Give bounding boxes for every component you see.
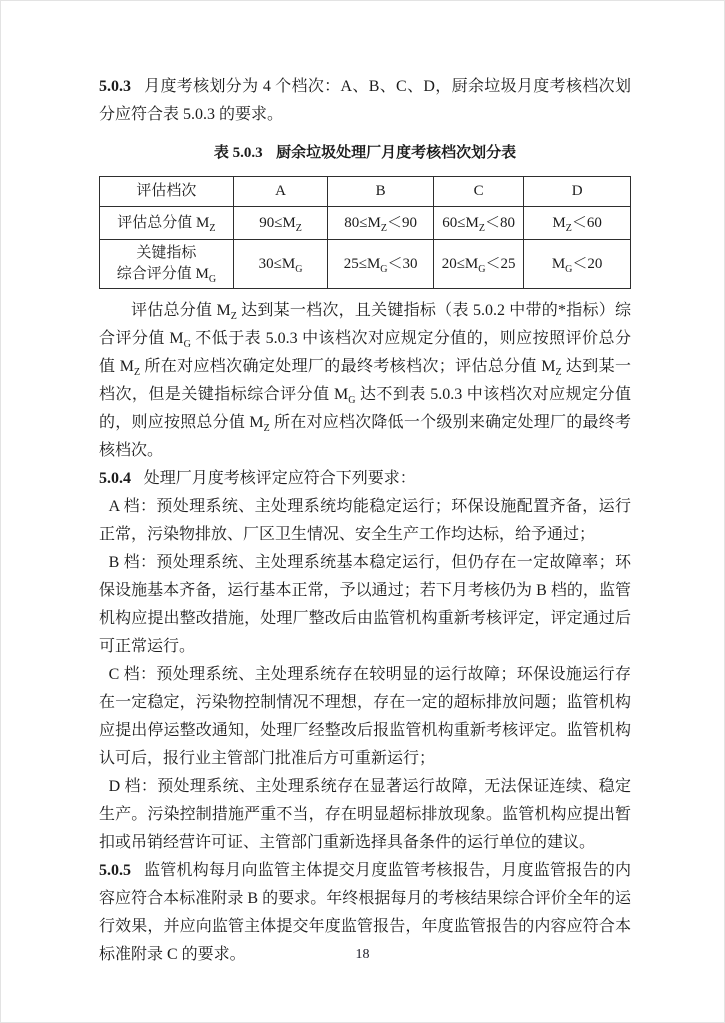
- grade-a-paragraph: A 档：预处理系统、主处理系统均能稳定运行；环保设施配置齐备，运行正常，污染物排放、厂区卫生情况、安全生产工作均达标，给予通过；: [99, 498, 631, 543]
- section-5-0-3-paragraph: [99, 73, 631, 129]
- grade-c-paragraph: C 档：预处理系统、主处理系统存在较明显的运行故障；环保设施运行存在一定稳定，污染物控制情况不理想，存在一定的超标排放问题；监管机构应提出停运整改通知，处理厂经整改后报监管机构重新考核评定。监管机构认可后，报行业主管部门批准后方可重新运行；: [99, 666, 631, 767]
- section-5-0-4-number: 5.0.4: [99, 470, 131, 487]
- grade-d-paragraph: D 档：预处理系统、主处理系统存在显著运行故障，无法保证连续、稳定生产。污染控制措施严重不当，存在明显超标排放现象。监管机构应提出暂扣或吊销经营许可证、主管部门重新选择具备条件的运行单位的建议。: [99, 778, 631, 851]
- table-header-cell: A: [233, 177, 328, 207]
- page-content: [99, 73, 631, 969]
- table-header-cell: B: [328, 177, 434, 207]
- grade-b-paragraph: B 档：预处理系统、主处理系统基本稳定运行，但仍存在一定故障率；环保设施基本齐备，运行基本正常，予以通过；若下月考核仍为 B 档的，监管机构应提出整改措施，处理厂整改后由监管机构重新考核评定，评定通过后可正常运行。: [99, 554, 631, 655]
- table-cell: $90\le M_Z$: [233, 207, 328, 240]
- table-cell: 评估总分值 $M_Z$: [100, 207, 234, 240]
- table-cell: $M_Z<60$: [524, 207, 631, 240]
- table-cell: $M_G<20$: [524, 240, 631, 289]
- table-cell: $20\le M_G<25$: [433, 240, 523, 289]
- section-5-0-5-body: 监管机构每月向监管主体提交月度监管考核报告，月度监管报告的内容应符合本标准附录 B 的要求。年终根据每月的考核结果综合评价全年的运行效果，并应向监管主体提交年度监管报告，年度监管报告的内容应符合本标准附录 C 的要求。: [99, 862, 631, 963]
- page-number: 18: [355, 947, 370, 962]
- table-row-key-indicator: [100, 240, 631, 289]
- section-5-0-4-paragraph: [99, 465, 631, 493]
- table-cell: $30\le M_G$: [233, 240, 328, 289]
- section-5-0-3-number: 5.0.3: [99, 78, 131, 95]
- table-caption-label: 表 5.0.3: [213, 145, 263, 161]
- table-cell: $80\le M_Z<90$: [328, 207, 434, 240]
- monthly-grade-table: [99, 176, 631, 289]
- table-header-row: [100, 177, 631, 207]
- section-5-0-3-body: 月度考核划分为 4 个档次：A、B、C、D，厨余垃圾月度考核档次划分应符合表 5.0.3 的要求。: [99, 78, 631, 123]
- table-header-cell: D: [524, 177, 631, 207]
- table-row-total-score: [100, 207, 631, 240]
- table-cell: $25\le M_G<30$: [328, 240, 434, 289]
- section-5-0-5-number: 5.0.5: [99, 862, 131, 879]
- table-cell: 关键指标 综合评分值 $M_G$: [100, 240, 234, 289]
- table-header-cell: 评估档次: [100, 177, 234, 207]
- table-header-cell: C: [433, 177, 523, 207]
- table-cell: $60\le M_Z<80$: [433, 207, 523, 240]
- grading-rule-paragraph: 评估总分值 $M_Z$ 达到某一档次，且关键指标（表 5.0.2 中带的*指标）综合评分值 $M_G$ 不低于表 5.0.3 中该档次对应规定分值的，则应按照评价总分值 $M_Z$ 所在对应档次确定处理厂的最终考核档次；评估总分值 $M_Z$ 达到某一档次，但是关键指标综合评分值 $M_G$ 达不到表 5.0.3 中该档次对应规定分值的，则应按照总分值 $M_Z$ 所在对应档次降低一个级别来确定处理厂的最终考核档次。: [99, 302, 631, 459]
- table-caption-title: 厨余垃圾处理厂月度考核档次划分表: [276, 145, 517, 161]
- section-5-0-4-body: 处理厂月度考核评定应符合下列要求：: [143, 470, 416, 487]
- table-caption: [99, 139, 631, 167]
